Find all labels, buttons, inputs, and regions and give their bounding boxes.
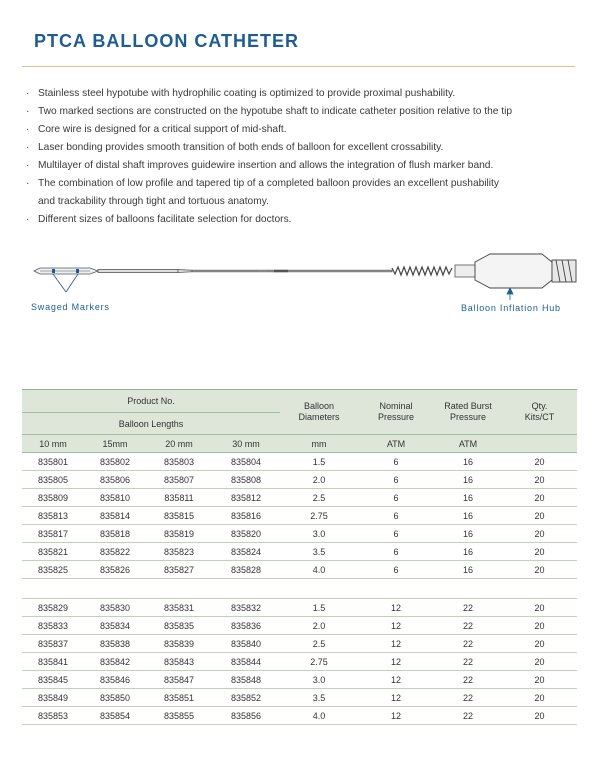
- hub-arrow: [507, 288, 513, 300]
- table-cell: 22: [434, 617, 502, 635]
- table-cell: 835850: [84, 689, 146, 707]
- table-cell: 2.0: [280, 617, 358, 635]
- length-header: 15mm: [84, 435, 146, 453]
- table-cell: 22: [434, 707, 502, 725]
- table-row: [22, 599, 577, 617]
- table-cell: 835834: [84, 617, 146, 635]
- table-cell: 20: [502, 617, 577, 635]
- table-cell: 20: [502, 707, 577, 725]
- table-cell: 835819: [146, 525, 212, 543]
- feature-item: · Core wire is designed for a critical support of mid-shaft.: [26, 121, 512, 139]
- table-row: [22, 617, 577, 635]
- rated-burst-pressure-header: [434, 390, 502, 435]
- table-cell: 20: [502, 689, 577, 707]
- table-cell: 20: [502, 671, 577, 689]
- table-cell: 835802: [84, 453, 146, 471]
- table-cell: 835841: [22, 653, 84, 671]
- inflation-hub: [475, 254, 576, 288]
- table-cell: 6: [358, 507, 434, 525]
- feature-list: [26, 85, 512, 229]
- product-no-header: Product No.: [22, 390, 280, 413]
- table-cell: 835808: [212, 471, 280, 489]
- table-cell: 835803: [146, 453, 212, 471]
- balloon-inflation-hub-label: Balloon Inflation Hub: [461, 303, 561, 313]
- table-cell: 20: [502, 599, 577, 617]
- spacer-cell: [22, 579, 577, 599]
- table-cell: 12: [358, 707, 434, 725]
- catheter-shaft: [98, 270, 392, 273]
- table-cell: 835852: [212, 689, 280, 707]
- table-cell: 6: [358, 525, 434, 543]
- table-cell: 2.75: [280, 507, 358, 525]
- nominal-pressure-header: [358, 390, 434, 435]
- table-cell: 835844: [212, 653, 280, 671]
- table-cell: 16: [434, 507, 502, 525]
- table-cell: 6: [358, 453, 434, 471]
- table-cell: 12: [358, 689, 434, 707]
- table-group-12atm: [22, 599, 577, 725]
- qty-kits-header: [502, 390, 577, 435]
- table-cell: 12: [358, 599, 434, 617]
- table-cell: 3.5: [280, 543, 358, 561]
- table-cell: 835846: [84, 671, 146, 689]
- table-row: [22, 689, 577, 707]
- balloon-diameters-header: [280, 390, 358, 435]
- table-row: [22, 489, 577, 507]
- table-cell: 3.0: [280, 525, 358, 543]
- table-cell: 835836: [212, 617, 280, 635]
- table-cell: 2.75: [280, 653, 358, 671]
- table-cell: 22: [434, 671, 502, 689]
- table-cell: 22: [434, 599, 502, 617]
- table-cell: 4.0: [280, 707, 358, 725]
- table-cell: 3.5: [280, 689, 358, 707]
- unit-header: ATM: [434, 435, 502, 453]
- table-cell: 835809: [22, 489, 84, 507]
- feature-item: · Stainless steel hypotube with hydrophilic coating is optimized to provide proximal pushability.: [26, 85, 512, 103]
- table-cell: 835822: [84, 543, 146, 561]
- table-cell: 20: [502, 489, 577, 507]
- table-cell: 835825: [22, 561, 84, 579]
- table-cell: 1.5: [280, 599, 358, 617]
- feature-item-continuation: and trackability through tight and tortuous anatomy.: [38, 196, 269, 207]
- table-cell: 835810: [84, 489, 146, 507]
- table-cell: 835849: [22, 689, 84, 707]
- table-cell: 2.5: [280, 489, 358, 507]
- table-cell: 835817: [22, 525, 84, 543]
- table-cell: 4.0: [280, 561, 358, 579]
- table-cell: 22: [434, 635, 502, 653]
- feature-item: · Different sizes of balloons facilitate selection for doctors.: [26, 211, 512, 229]
- feature-item: · Two marked sections are constructed on the hypotube shaft to indicate catheter position relative to the tip: [26, 103, 512, 121]
- swaged-markers-label: Swaged Markers: [31, 302, 110, 312]
- table-cell: 835831: [146, 599, 212, 617]
- table-cell: 20: [502, 561, 577, 579]
- table-cell: 835829: [22, 599, 84, 617]
- strain-relief: [392, 267, 452, 275]
- balloon-section: [34, 268, 98, 274]
- table-cell: 835838: [84, 635, 146, 653]
- table-row: [22, 543, 577, 561]
- feature-item: · Multilayer of distal shaft improves guidewire insertion and allows the integration of flush marker band.: [26, 157, 512, 175]
- table-cell: 835804: [212, 453, 280, 471]
- table-cell: 16: [434, 453, 502, 471]
- table-cell: 835814: [84, 507, 146, 525]
- table-row: [22, 653, 577, 671]
- table-spacer: [22, 579, 577, 599]
- table-cell: 835807: [146, 471, 212, 489]
- table-cell: 835806: [84, 471, 146, 489]
- table-cell: 2.5: [280, 635, 358, 653]
- table-cell: 20: [502, 543, 577, 561]
- length-header: 10 mm: [22, 435, 84, 453]
- table-cell: 6: [358, 543, 434, 561]
- table-cell: 835818: [84, 525, 146, 543]
- table-cell: 16: [434, 561, 502, 579]
- table-cell: 835821: [22, 543, 84, 561]
- table-cell: 835854: [84, 707, 146, 725]
- page-title: PTCA BALLOON CATHETER: [34, 31, 299, 51]
- table-cell: 16: [434, 489, 502, 507]
- feature-item: · The combination of low profile and tapered tip of a completed balloon provides an excellent pushability: [26, 175, 512, 193]
- header-line: Rated Burst: [444, 401, 492, 411]
- table-cell: 12: [358, 653, 434, 671]
- table-row: [22, 507, 577, 525]
- table-cell: 835833: [22, 617, 84, 635]
- table-cell: 835839: [146, 635, 212, 653]
- table-cell: 3.0: [280, 671, 358, 689]
- swaged-marker-callout: [53, 274, 78, 292]
- table-cell: 835840: [212, 635, 280, 653]
- table-header-row: [22, 390, 577, 413]
- table-cell: 2.0: [280, 471, 358, 489]
- table-cell: 835813: [22, 507, 84, 525]
- table-cell: 835823: [146, 543, 212, 561]
- table-cell: 835830: [84, 599, 146, 617]
- table-row: [22, 635, 577, 653]
- table-cell: 835843: [146, 653, 212, 671]
- length-header: 20 mm: [146, 435, 212, 453]
- table-cell: 835801: [22, 453, 84, 471]
- table-cell: 835853: [22, 707, 84, 725]
- table-cell: 835855: [146, 707, 212, 725]
- header-line: Pressure: [377, 412, 414, 422]
- table-row: [22, 525, 577, 543]
- table-group-6atm: [22, 453, 577, 579]
- title-divider: [22, 66, 575, 67]
- table-row: [22, 561, 577, 579]
- header-line: Nominal: [379, 401, 413, 411]
- table-row: [22, 707, 577, 725]
- product-spec-table: [22, 390, 577, 725]
- table-cell: 6: [358, 471, 434, 489]
- table-cell: 835811: [146, 489, 212, 507]
- table-cell: 835824: [212, 543, 280, 561]
- header-line: Qty.: [531, 401, 548, 411]
- table-cell: 16: [434, 543, 502, 561]
- table-cell: 1.5: [280, 453, 358, 471]
- unit-header: mm: [280, 435, 358, 453]
- header-line: Pressure: [449, 412, 486, 422]
- table-cell: 12: [358, 671, 434, 689]
- unit-header: ATM: [358, 435, 434, 453]
- table-cell: 835835: [146, 617, 212, 635]
- table-row: [22, 471, 577, 489]
- table-cell: 835828: [212, 561, 280, 579]
- table-cell: 835816: [212, 507, 280, 525]
- table-cell: 20: [502, 471, 577, 489]
- table-row: [22, 453, 577, 471]
- table-cell: 6: [358, 489, 434, 507]
- table-cell: 835805: [22, 471, 84, 489]
- table-cell: 835826: [84, 561, 146, 579]
- table-cell: 835847: [146, 671, 212, 689]
- table-cell: 835820: [212, 525, 280, 543]
- table-cell: 20: [502, 653, 577, 671]
- table-cell: 20: [502, 453, 577, 471]
- table-cell: 835832: [212, 599, 280, 617]
- table-cell: 12: [358, 617, 434, 635]
- table-row: [22, 671, 577, 689]
- table-cell: 6: [358, 561, 434, 579]
- length-header: 30 mm: [212, 435, 280, 453]
- table-cell: 16: [434, 471, 502, 489]
- table-cell: 20: [502, 635, 577, 653]
- header-line: Diameters: [298, 412, 340, 422]
- header-line: Kits/CT: [524, 412, 555, 422]
- unit-header: [502, 435, 577, 453]
- table-cell: 835837: [22, 635, 84, 653]
- table-cell: 22: [434, 689, 502, 707]
- table-cell: 12: [358, 635, 434, 653]
- table-cell: 835848: [212, 671, 280, 689]
- table-cell: 16: [434, 525, 502, 543]
- table-cell: 22: [434, 653, 502, 671]
- table-cell: 835845: [22, 671, 84, 689]
- header-line: Balloon: [303, 401, 335, 411]
- feature-item: · Laser bonding provides smooth transition of both ends of balloon for excellent crossability.: [26, 139, 512, 157]
- spacer-row: [22, 579, 577, 599]
- table-cell: 835856: [212, 707, 280, 725]
- balloon-lengths-header: Balloon Lengths: [22, 413, 280, 435]
- table-cell: 835851: [146, 689, 212, 707]
- table-cell: 835815: [146, 507, 212, 525]
- table-cell: 20: [502, 525, 577, 543]
- table-cell: 835842: [84, 653, 146, 671]
- table-cell: 20: [502, 507, 577, 525]
- table-subheader-row: [22, 435, 577, 453]
- table-cell: 835812: [212, 489, 280, 507]
- table-cell: 835827: [146, 561, 212, 579]
